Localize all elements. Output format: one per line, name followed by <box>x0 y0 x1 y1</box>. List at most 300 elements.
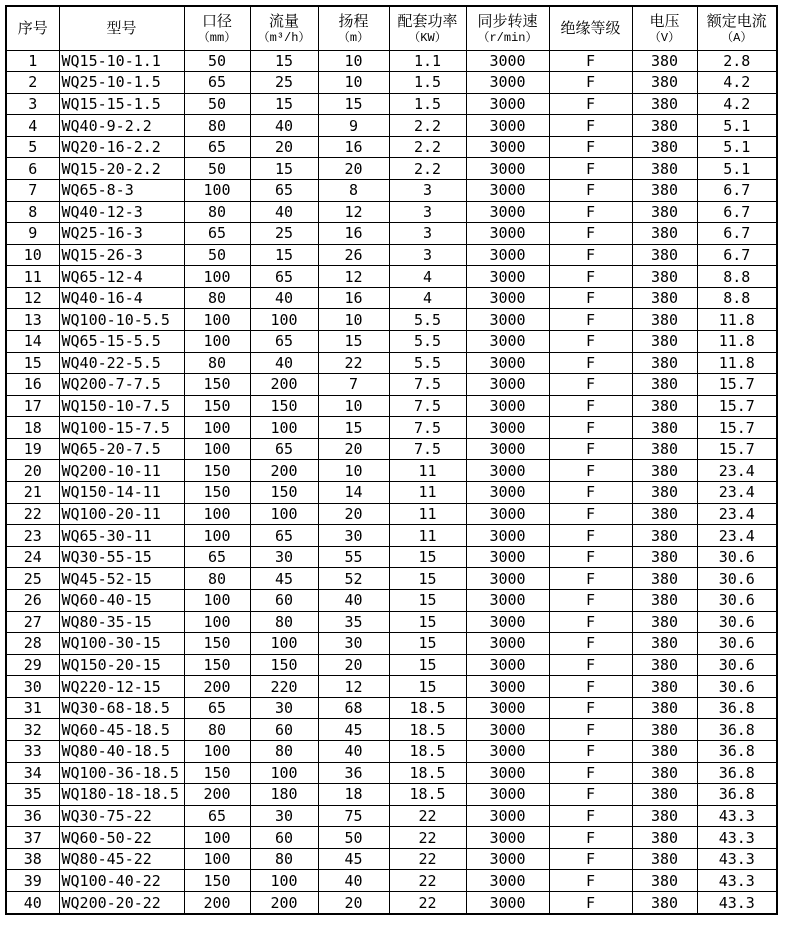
cell-insulation: F <box>549 568 632 590</box>
cell-speed: 3000 <box>466 482 549 504</box>
cell-voltage: 380 <box>632 892 697 914</box>
cell-current: 11.8 <box>697 331 777 353</box>
cell-current: 15.7 <box>697 417 777 439</box>
cell-flow: 40 <box>250 201 318 223</box>
cell-model: WQ65-20-7.5 <box>59 438 184 460</box>
cell-flow: 20 <box>250 136 318 158</box>
cell-speed: 3000 <box>466 352 549 374</box>
cell-diameter: 150 <box>184 633 250 655</box>
col-header-unit: （mm） <box>197 30 237 45</box>
cell-current: 30.6 <box>697 654 777 676</box>
cell-flow: 60 <box>250 719 318 741</box>
table-row <box>6 287 777 309</box>
cell-insulation: F <box>549 827 632 849</box>
cell-power: 11 <box>389 482 466 504</box>
cell-diameter: 150 <box>184 460 250 482</box>
cell-model: WQ80-40-18.5 <box>59 741 184 763</box>
cell-current: 15.7 <box>697 438 777 460</box>
cell-voltage: 380 <box>632 805 697 827</box>
table-row <box>6 654 777 676</box>
cell-flow: 15 <box>250 93 318 115</box>
cell-insulation: F <box>549 223 632 245</box>
cell-index: 35 <box>6 784 59 806</box>
cell-head: 16 <box>318 287 389 309</box>
cell-voltage: 380 <box>632 784 697 806</box>
cell-head: 30 <box>318 525 389 547</box>
cell-index: 36 <box>6 805 59 827</box>
cell-flow: 60 <box>250 827 318 849</box>
cell-diameter: 80 <box>184 719 250 741</box>
cell-head: 26 <box>318 244 389 266</box>
cell-power: 2.2 <box>389 115 466 137</box>
cell-model: WQ20-16-2.2 <box>59 136 184 158</box>
cell-index: 12 <box>6 287 59 309</box>
cell-insulation: F <box>549 525 632 547</box>
cell-head: 68 <box>318 697 389 719</box>
table-row <box>6 870 777 892</box>
cell-speed: 3000 <box>466 395 549 417</box>
table-row <box>6 546 777 568</box>
cell-power: 11 <box>389 460 466 482</box>
cell-model: WQ15-10-1.1 <box>59 50 184 72</box>
cell-voltage: 380 <box>632 762 697 784</box>
cell-head: 18 <box>318 784 389 806</box>
cell-head: 15 <box>318 93 389 115</box>
cell-flow: 150 <box>250 482 318 504</box>
cell-power: 7.5 <box>389 374 466 396</box>
cell-model: WQ15-26-3 <box>59 244 184 266</box>
cell-power: 15 <box>389 546 466 568</box>
table-row <box>6 762 777 784</box>
cell-diameter: 65 <box>184 805 250 827</box>
table-row <box>6 352 777 374</box>
cell-flow: 180 <box>250 784 318 806</box>
cell-index: 8 <box>6 201 59 223</box>
cell-speed: 3000 <box>466 719 549 741</box>
table-row <box>6 503 777 525</box>
cell-index: 21 <box>6 482 59 504</box>
cell-head: 20 <box>318 654 389 676</box>
cell-head: 36 <box>318 762 389 784</box>
col-header-insulation <box>549 6 632 50</box>
cell-current: 43.3 <box>697 805 777 827</box>
cell-head: 55 <box>318 546 389 568</box>
cell-insulation: F <box>549 848 632 870</box>
cell-model: WQ65-8-3 <box>59 179 184 201</box>
cell-power: 2.2 <box>389 136 466 158</box>
cell-current: 8.8 <box>697 266 777 288</box>
cell-current: 2.8 <box>697 50 777 72</box>
cell-head: 12 <box>318 266 389 288</box>
cell-voltage: 380 <box>632 50 697 72</box>
col-header-label: 序号 <box>17 19 48 37</box>
cell-current: 36.8 <box>697 741 777 763</box>
cell-voltage: 380 <box>632 697 697 719</box>
cell-voltage: 380 <box>632 158 697 180</box>
col-header-flow <box>250 6 318 50</box>
table-row <box>6 266 777 288</box>
cell-head: 16 <box>318 223 389 245</box>
cell-diameter: 100 <box>184 179 250 201</box>
cell-model: WQ100-10-5.5 <box>59 309 184 331</box>
cell-current: 43.3 <box>697 892 777 914</box>
cell-power: 15 <box>389 589 466 611</box>
table-row <box>6 50 777 72</box>
cell-model: WQ60-50-22 <box>59 827 184 849</box>
cell-head: 20 <box>318 158 389 180</box>
cell-diameter: 65 <box>184 697 250 719</box>
table-row <box>6 892 777 914</box>
cell-insulation: F <box>549 50 632 72</box>
cell-index: 9 <box>6 223 59 245</box>
cell-power: 11 <box>389 503 466 525</box>
cell-diameter: 65 <box>184 223 250 245</box>
cell-power: 15 <box>389 611 466 633</box>
cell-power: 2.2 <box>389 158 466 180</box>
cell-diameter: 200 <box>184 676 250 698</box>
cell-power: 1.5 <box>389 93 466 115</box>
col-header-unit: （m） <box>337 30 370 45</box>
table-row <box>6 633 777 655</box>
cell-insulation: F <box>549 676 632 698</box>
cell-current: 43.3 <box>697 848 777 870</box>
cell-model: WQ100-15-7.5 <box>59 417 184 439</box>
cell-flow: 40 <box>250 287 318 309</box>
cell-voltage: 380 <box>632 331 697 353</box>
cell-index: 2 <box>6 72 59 94</box>
cell-speed: 3000 <box>466 460 549 482</box>
cell-insulation: F <box>549 546 632 568</box>
col-header-label: 扬程 <box>338 12 369 30</box>
cell-index: 17 <box>6 395 59 417</box>
cell-flow: 30 <box>250 546 318 568</box>
cell-diameter: 100 <box>184 827 250 849</box>
cell-model: WQ25-10-1.5 <box>59 72 184 94</box>
cell-head: 12 <box>318 676 389 698</box>
cell-index: 14 <box>6 331 59 353</box>
table-row <box>6 568 777 590</box>
cell-index: 7 <box>6 179 59 201</box>
cell-index: 3 <box>6 93 59 115</box>
cell-flow: 15 <box>250 244 318 266</box>
col-header-current <box>697 6 777 50</box>
cell-index: 20 <box>6 460 59 482</box>
cell-head: 20 <box>318 503 389 525</box>
cell-head: 75 <box>318 805 389 827</box>
col-header-voltage <box>632 6 697 50</box>
cell-insulation: F <box>549 762 632 784</box>
cell-flow: 45 <box>250 568 318 590</box>
cell-voltage: 380 <box>632 115 697 137</box>
cell-current: 36.8 <box>697 697 777 719</box>
cell-flow: 40 <box>250 115 318 137</box>
col-header-unit: （KW） <box>408 30 447 45</box>
cell-current: 4.2 <box>697 72 777 94</box>
cell-diameter: 150 <box>184 762 250 784</box>
cell-index: 40 <box>6 892 59 914</box>
cell-flow: 100 <box>250 870 318 892</box>
cell-power: 22 <box>389 805 466 827</box>
cell-insulation: F <box>549 417 632 439</box>
cell-flow: 150 <box>250 395 318 417</box>
cell-diameter: 150 <box>184 482 250 504</box>
cell-head: 50 <box>318 827 389 849</box>
col-header-label: 额定电流 <box>706 12 767 30</box>
cell-speed: 3000 <box>466 741 549 763</box>
cell-power: 18.5 <box>389 762 466 784</box>
cell-flow: 100 <box>250 309 318 331</box>
cell-model: WQ45-52-15 <box>59 568 184 590</box>
cell-power: 18.5 <box>389 784 466 806</box>
cell-flow: 65 <box>250 525 318 547</box>
col-header-unit: （A） <box>721 30 753 45</box>
cell-speed: 3000 <box>466 201 549 223</box>
cell-diameter: 80 <box>184 287 250 309</box>
cell-current: 8.8 <box>697 287 777 309</box>
cell-current: 5.1 <box>697 136 777 158</box>
cell-insulation: F <box>549 697 632 719</box>
cell-current: 30.6 <box>697 676 777 698</box>
cell-model: WQ65-12-4 <box>59 266 184 288</box>
cell-head: 45 <box>318 719 389 741</box>
cell-voltage: 380 <box>632 460 697 482</box>
cell-model: WQ100-20-11 <box>59 503 184 525</box>
cell-index: 1 <box>6 50 59 72</box>
col-header-unit: （r/min） <box>477 30 538 45</box>
cell-index: 28 <box>6 633 59 655</box>
cell-head: 52 <box>318 568 389 590</box>
cell-model: WQ200-7-7.5 <box>59 374 184 396</box>
cell-index: 11 <box>6 266 59 288</box>
cell-speed: 3000 <box>466 287 549 309</box>
col-header-label: 配套功率 <box>397 12 458 30</box>
cell-model: WQ15-15-1.5 <box>59 93 184 115</box>
cell-model: WQ40-22-5.5 <box>59 352 184 374</box>
cell-head: 40 <box>318 741 389 763</box>
cell-power: 15 <box>389 633 466 655</box>
cell-voltage: 380 <box>632 244 697 266</box>
cell-voltage: 380 <box>632 827 697 849</box>
cell-current: 43.3 <box>697 870 777 892</box>
cell-speed: 3000 <box>466 93 549 115</box>
cell-speed: 3000 <box>466 568 549 590</box>
table-row <box>6 179 777 201</box>
cell-current: 23.4 <box>697 482 777 504</box>
cell-flow: 65 <box>250 438 318 460</box>
cell-diameter: 80 <box>184 568 250 590</box>
cell-current: 30.6 <box>697 589 777 611</box>
cell-current: 30.6 <box>697 568 777 590</box>
cell-power: 22 <box>389 827 466 849</box>
table-row <box>6 848 777 870</box>
cell-flow: 200 <box>250 892 318 914</box>
cell-head: 12 <box>318 201 389 223</box>
cell-voltage: 380 <box>632 179 697 201</box>
cell-diameter: 100 <box>184 331 250 353</box>
cell-current: 30.6 <box>697 633 777 655</box>
cell-index: 26 <box>6 589 59 611</box>
cell-voltage: 380 <box>632 374 697 396</box>
cell-model: WQ60-40-15 <box>59 589 184 611</box>
cell-head: 15 <box>318 417 389 439</box>
cell-index: 24 <box>6 546 59 568</box>
cell-model: WQ200-10-11 <box>59 460 184 482</box>
cell-index: 15 <box>6 352 59 374</box>
cell-model: WQ80-35-15 <box>59 611 184 633</box>
cell-current: 11.8 <box>697 309 777 331</box>
cell-voltage: 380 <box>632 589 697 611</box>
cell-head: 10 <box>318 50 389 72</box>
cell-flow: 15 <box>250 158 318 180</box>
table-row <box>6 719 777 741</box>
cell-model: WQ30-55-15 <box>59 546 184 568</box>
cell-flow: 200 <box>250 374 318 396</box>
cell-insulation: F <box>549 805 632 827</box>
cell-index: 30 <box>6 676 59 698</box>
cell-current: 6.7 <box>697 223 777 245</box>
cell-voltage: 380 <box>632 633 697 655</box>
cell-speed: 3000 <box>466 870 549 892</box>
table-row <box>6 136 777 158</box>
cell-speed: 3000 <box>466 331 549 353</box>
cell-power: 5.5 <box>389 331 466 353</box>
cell-head: 35 <box>318 611 389 633</box>
cell-speed: 3000 <box>466 244 549 266</box>
cell-index: 19 <box>6 438 59 460</box>
cell-model: WQ200-20-22 <box>59 892 184 914</box>
cell-insulation: F <box>549 611 632 633</box>
cell-current: 36.8 <box>697 784 777 806</box>
col-header-label: 同步转速 <box>477 12 538 30</box>
cell-flow: 200 <box>250 460 318 482</box>
cell-current: 6.7 <box>697 179 777 201</box>
cell-insulation: F <box>549 158 632 180</box>
cell-head: 30 <box>318 633 389 655</box>
cell-power: 4 <box>389 266 466 288</box>
cell-diameter: 100 <box>184 438 250 460</box>
cell-index: 27 <box>6 611 59 633</box>
cell-model: WQ100-30-15 <box>59 633 184 655</box>
cell-diameter: 50 <box>184 244 250 266</box>
cell-diameter: 150 <box>184 654 250 676</box>
col-header-unit: （m³/h） <box>257 30 311 45</box>
cell-diameter: 80 <box>184 201 250 223</box>
cell-voltage: 380 <box>632 848 697 870</box>
cell-current: 23.4 <box>697 525 777 547</box>
cell-diameter: 50 <box>184 50 250 72</box>
cell-current: 6.7 <box>697 201 777 223</box>
cell-current: 4.2 <box>697 93 777 115</box>
cell-power: 5.5 <box>389 352 466 374</box>
cell-insulation: F <box>549 352 632 374</box>
cell-flow: 100 <box>250 633 318 655</box>
cell-index: 23 <box>6 525 59 547</box>
cell-flow: 80 <box>250 848 318 870</box>
cell-speed: 3000 <box>466 589 549 611</box>
cell-diameter: 50 <box>184 158 250 180</box>
table-row <box>6 482 777 504</box>
cell-power: 15 <box>389 654 466 676</box>
cell-speed: 3000 <box>466 115 549 137</box>
cell-speed: 3000 <box>466 892 549 914</box>
cell-insulation: F <box>549 115 632 137</box>
cell-voltage: 380 <box>632 223 697 245</box>
cell-flow: 80 <box>250 611 318 633</box>
cell-power: 15 <box>389 568 466 590</box>
cell-diameter: 150 <box>184 395 250 417</box>
cell-speed: 3000 <box>466 611 549 633</box>
cell-diameter: 80 <box>184 352 250 374</box>
table-row <box>6 223 777 245</box>
col-header-label: 口径 <box>201 12 232 30</box>
table-row <box>6 589 777 611</box>
cell-insulation: F <box>549 892 632 914</box>
cell-voltage: 380 <box>632 719 697 741</box>
cell-head: 15 <box>318 331 389 353</box>
cell-voltage: 380 <box>632 482 697 504</box>
cell-power: 3 <box>389 244 466 266</box>
cell-voltage: 380 <box>632 568 697 590</box>
table-row <box>6 438 777 460</box>
cell-current: 11.8 <box>697 352 777 374</box>
cell-index: 13 <box>6 309 59 331</box>
cell-speed: 3000 <box>466 72 549 94</box>
cell-flow: 65 <box>250 266 318 288</box>
cell-diameter: 65 <box>184 136 250 158</box>
cell-diameter: 100 <box>184 589 250 611</box>
cell-model: WQ40-9-2.2 <box>59 115 184 137</box>
table-row <box>6 158 777 180</box>
cell-speed: 3000 <box>466 309 549 331</box>
cell-voltage: 380 <box>632 266 697 288</box>
cell-voltage: 380 <box>632 395 697 417</box>
cell-head: 10 <box>318 460 389 482</box>
cell-index: 29 <box>6 654 59 676</box>
cell-diameter: 100 <box>184 503 250 525</box>
cell-diameter: 100 <box>184 525 250 547</box>
cell-voltage: 380 <box>632 136 697 158</box>
cell-diameter: 150 <box>184 870 250 892</box>
cell-speed: 3000 <box>466 676 549 698</box>
cell-head: 40 <box>318 870 389 892</box>
cell-insulation: F <box>549 438 632 460</box>
col-header-diameter <box>184 6 250 50</box>
cell-insulation: F <box>549 374 632 396</box>
cell-insulation: F <box>549 201 632 223</box>
cell-diameter: 100 <box>184 417 250 439</box>
cell-speed: 3000 <box>466 546 549 568</box>
col-header-unit: （V） <box>648 30 681 45</box>
cell-current: 5.1 <box>697 115 777 137</box>
cell-insulation: F <box>549 266 632 288</box>
cell-speed: 3000 <box>466 848 549 870</box>
table-row <box>6 395 777 417</box>
table-row <box>6 417 777 439</box>
cell-diameter: 200 <box>184 784 250 806</box>
cell-current: 5.1 <box>697 158 777 180</box>
cell-index: 16 <box>6 374 59 396</box>
cell-insulation: F <box>549 395 632 417</box>
cell-head: 8 <box>318 179 389 201</box>
cell-index: 34 <box>6 762 59 784</box>
cell-index: 4 <box>6 115 59 137</box>
cell-voltage: 380 <box>632 676 697 698</box>
cell-insulation: F <box>549 244 632 266</box>
table-row <box>6 115 777 137</box>
cell-insulation: F <box>549 589 632 611</box>
table-row <box>6 805 777 827</box>
cell-diameter: 65 <box>184 546 250 568</box>
